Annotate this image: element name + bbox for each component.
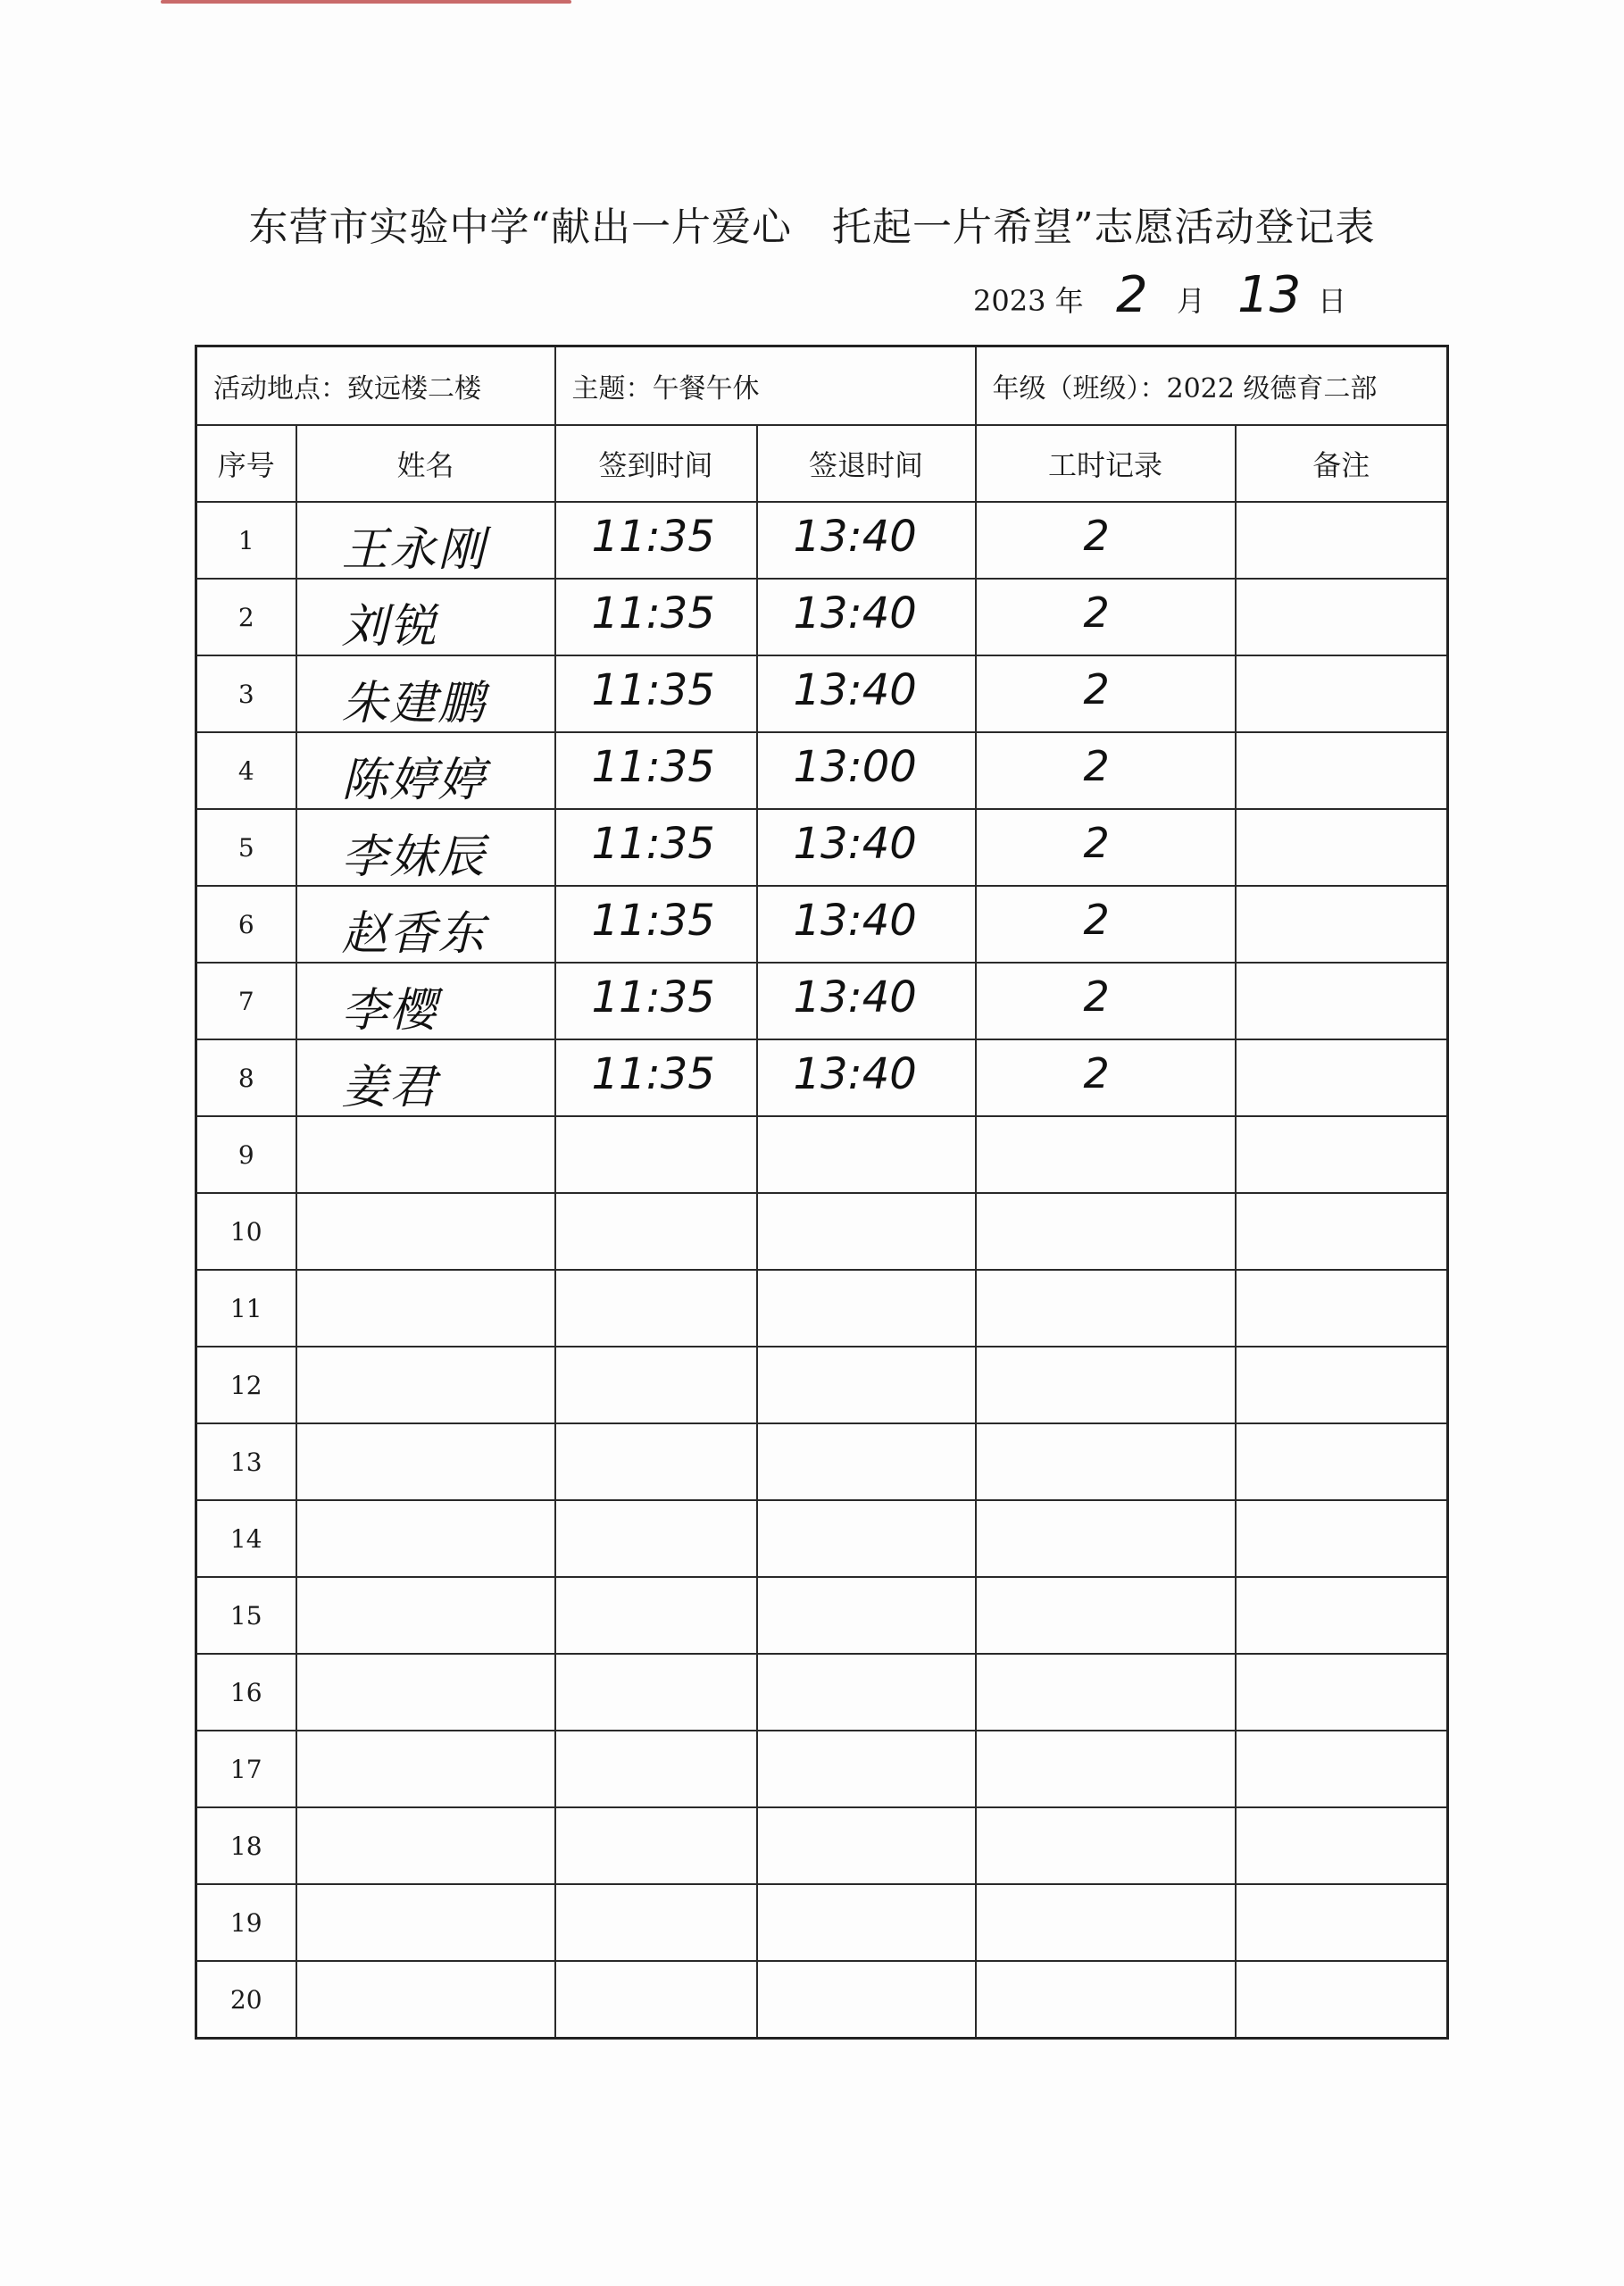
row-name-cell [296, 1654, 555, 1731]
row-hours-cell [976, 1807, 1236, 1884]
table-row [196, 579, 1448, 655]
table-row [196, 655, 1448, 732]
row-sign-out-cell [757, 1193, 976, 1270]
row-sign-out-cell [757, 655, 976, 732]
row-name-cell [296, 886, 555, 963]
table-row [196, 1270, 1448, 1347]
row-sign-out: 13:40 [793, 512, 917, 562]
row-name-cell [296, 502, 555, 579]
row-seq-cell: 5 [196, 809, 296, 886]
row-seq-cell: 18 [196, 1807, 296, 1884]
row-name-cell [296, 1577, 555, 1654]
row-name-cell [296, 1807, 555, 1884]
row-hours-cell [976, 809, 1236, 886]
header-sign-in: 签到时间 [555, 425, 757, 502]
row-hours: 2 [1083, 819, 1110, 867]
row-sign-out-cell [757, 1577, 976, 1654]
row-name: 王永刚 [341, 523, 487, 577]
row-sign-in-cell [555, 1116, 757, 1193]
row-remarks-cell [1236, 1423, 1448, 1500]
row-name-cell [296, 1423, 555, 1500]
row-seq-cell: 1 [196, 502, 296, 579]
row-sign-in: 11:35 [591, 665, 715, 715]
row-remarks-cell [1236, 1731, 1448, 1807]
row-sign-in-cell [555, 579, 757, 655]
row-name: 陈婷婷 [341, 754, 487, 807]
row-sign-in-cell [555, 1654, 757, 1731]
activity-location: 活动地点：致远楼二楼 [196, 346, 555, 426]
row-sign-in: 11:35 [591, 896, 715, 946]
row-name: 李妹辰 [341, 830, 487, 884]
row-sign-in-cell [555, 1193, 757, 1270]
row-hours-cell [976, 963, 1236, 1039]
row-hours-cell [976, 886, 1236, 963]
row-seq-cell: 15 [196, 1577, 296, 1654]
row-seq-cell: 13 [196, 1423, 296, 1500]
date-month-handwritten: 2 [1116, 266, 1148, 324]
row-remarks-cell [1236, 655, 1448, 732]
row-sign-in-cell [555, 1423, 757, 1500]
row-sign-in-cell [555, 502, 757, 579]
row-sign-in: 11:35 [591, 1049, 715, 1099]
row-sign-out-cell [757, 886, 976, 963]
table-row [196, 1577, 1448, 1654]
table-row [196, 1731, 1448, 1807]
table-row [196, 1654, 1448, 1731]
header-hours: 工时记录 [976, 425, 1236, 502]
row-name: 朱建鹏 [341, 677, 487, 730]
header-remarks: 备注 [1236, 425, 1448, 502]
row-sign-out: 13:40 [793, 1049, 917, 1099]
row-sign-out-cell [757, 579, 976, 655]
row-remarks-cell [1236, 809, 1448, 886]
row-remarks-cell [1236, 732, 1448, 809]
row-sign-out-cell [757, 1116, 976, 1193]
row-hours-cell [976, 1039, 1236, 1116]
row-hours: 2 [1083, 588, 1110, 637]
row-hours: 2 [1083, 1049, 1110, 1097]
row-hours-cell [976, 1577, 1236, 1654]
form-title: 东营市实验中学“献出一片爱心 托起一片希望”志愿活动登记表 [248, 204, 1376, 250]
row-sign-out: 13:40 [793, 896, 917, 946]
activity-theme: 主题：午餐午休 [555, 346, 976, 426]
row-hours: 2 [1083, 896, 1110, 944]
row-remarks-cell [1236, 1270, 1448, 1347]
row-sign-in: 11:35 [591, 588, 715, 638]
row-sign-out-cell [757, 1270, 976, 1347]
row-sign-out-cell [757, 963, 976, 1039]
row-remarks-cell [1236, 1807, 1448, 1884]
row-remarks-cell [1236, 1884, 1448, 1961]
table-row [196, 963, 1448, 1039]
row-remarks-cell [1236, 1961, 1448, 2039]
row-sign-in-cell [555, 1731, 757, 1807]
date-line [973, 266, 1347, 332]
row-name-cell [296, 579, 555, 655]
row-hours: 2 [1083, 512, 1110, 560]
row-hours: 2 [1083, 665, 1110, 713]
row-sign-out: 13:40 [793, 665, 917, 715]
row-name-cell [296, 1116, 555, 1193]
row-remarks-cell [1236, 1500, 1448, 1577]
row-sign-in-cell [555, 1961, 757, 2039]
activity-grade: 年级（班级）：2022 级德育二部 [976, 346, 1448, 426]
table-row [196, 1807, 1448, 1884]
header-name: 姓名 [296, 425, 555, 502]
row-seq-cell: 2 [196, 579, 296, 655]
row-hours-cell [976, 1270, 1236, 1347]
row-hours: 2 [1083, 972, 1110, 1021]
row-name-cell [296, 963, 555, 1039]
row-remarks-cell [1236, 1116, 1448, 1193]
header-sign-out: 签退时间 [757, 425, 976, 502]
row-name-cell [296, 809, 555, 886]
date-day-handwritten: 13 [1237, 266, 1302, 324]
row-hours-cell [976, 1884, 1236, 1961]
row-seq-cell: 4 [196, 732, 296, 809]
row-sign-out-cell [757, 732, 976, 809]
row-remarks-cell [1236, 1039, 1448, 1116]
row-remarks-cell [1236, 1193, 1448, 1270]
row-name-cell [296, 655, 555, 732]
table-row [196, 1500, 1448, 1577]
table-row [196, 502, 1448, 579]
row-seq-cell: 20 [196, 1961, 296, 2039]
header-seq: 序号 [196, 425, 296, 502]
row-name: 姜君 [341, 1061, 438, 1114]
row-sign-in-cell [555, 1347, 757, 1423]
row-sign-out-cell [757, 1961, 976, 2039]
row-seq-cell: 11 [196, 1270, 296, 1347]
row-sign-in-cell [555, 1039, 757, 1116]
table-row [196, 1961, 1448, 2039]
row-sign-in: 11:35 [591, 742, 715, 792]
row-sign-in-cell [555, 963, 757, 1039]
row-sign-out: 13:40 [793, 972, 917, 1022]
row-sign-out-cell [757, 1807, 976, 1884]
row-name-cell [296, 1500, 555, 1577]
row-sign-in-cell [555, 1500, 757, 1577]
row-seq-cell: 14 [196, 1500, 296, 1577]
row-hours-cell [976, 655, 1236, 732]
row-seq-cell: 8 [196, 1039, 296, 1116]
row-sign-in-cell [555, 1577, 757, 1654]
row-sign-in: 11:35 [591, 819, 715, 869]
row-name: 刘锐 [341, 600, 438, 654]
row-sign-out-cell [757, 502, 976, 579]
row-hours-cell [976, 579, 1236, 655]
row-remarks-cell [1236, 1577, 1448, 1654]
row-sign-out: 13:00 [793, 742, 917, 792]
table-row [196, 732, 1448, 809]
table-row [196, 1884, 1448, 1961]
row-sign-in-cell [555, 655, 757, 732]
row-remarks-cell [1236, 963, 1448, 1039]
date-year: 2023 年 [973, 284, 1084, 318]
table-row [196, 1347, 1448, 1423]
row-hours-cell [976, 1347, 1236, 1423]
row-seq-cell: 3 [196, 655, 296, 732]
row-seq-cell: 12 [196, 1347, 296, 1423]
row-sign-out-cell [757, 1500, 976, 1577]
row-name-cell [296, 1731, 555, 1807]
row-name-cell [296, 1193, 555, 1270]
row-remarks-cell [1236, 1347, 1448, 1423]
row-hours-cell [976, 1961, 1236, 2039]
row-sign-in: 11:35 [591, 972, 715, 1022]
row-sign-in: 11:35 [591, 512, 715, 562]
registration-table [195, 345, 1449, 2040]
header-row [196, 425, 1448, 502]
row-seq-cell: 9 [196, 1116, 296, 1193]
row-hours-cell [976, 1193, 1236, 1270]
row-hours-cell [976, 1116, 1236, 1193]
row-sign-in-cell [555, 1884, 757, 1961]
table-row [196, 809, 1448, 886]
row-name-cell [296, 732, 555, 809]
row-sign-in-cell [555, 886, 757, 963]
row-name-cell [296, 1270, 555, 1347]
row-name-cell [296, 1347, 555, 1423]
row-sign-in-cell [555, 1807, 757, 1884]
date-day-label: 日 [1318, 284, 1347, 318]
row-seq-cell: 7 [196, 963, 296, 1039]
table-row [196, 1116, 1448, 1193]
row-name-cell [296, 1961, 555, 2039]
row-remarks-cell [1236, 502, 1448, 579]
row-seq-cell: 6 [196, 886, 296, 963]
row-sign-out-cell [757, 1039, 976, 1116]
row-sign-out-cell [757, 1423, 976, 1500]
table-row [196, 1039, 1448, 1116]
table-row [196, 1423, 1448, 1500]
table-row [196, 886, 1448, 963]
row-sign-out: 13:40 [793, 819, 917, 869]
row-hours-cell [976, 502, 1236, 579]
row-hours-cell [976, 1500, 1236, 1577]
row-sign-out: 13:40 [793, 588, 917, 638]
row-seq-cell: 16 [196, 1654, 296, 1731]
row-seq-cell: 10 [196, 1193, 296, 1270]
row-remarks-cell [1236, 1654, 1448, 1731]
row-sign-out-cell [757, 1731, 976, 1807]
row-remarks-cell [1236, 579, 1448, 655]
row-remarks-cell [1236, 886, 1448, 963]
table-row [196, 1193, 1448, 1270]
scan-edge-mark [161, 0, 571, 4]
row-hours: 2 [1083, 742, 1110, 790]
row-hours-cell [976, 1423, 1236, 1500]
row-sign-out-cell [757, 1884, 976, 1961]
row-hours-cell [976, 1731, 1236, 1807]
date-month-label: 月 [1177, 284, 1206, 318]
row-sign-out-cell [757, 1347, 976, 1423]
row-hours-cell [976, 1654, 1236, 1731]
row-sign-in-cell [555, 809, 757, 886]
row-sign-in-cell [555, 732, 757, 809]
row-sign-out-cell [757, 1654, 976, 1731]
row-name-cell [296, 1039, 555, 1116]
row-name: 赵香东 [341, 907, 487, 961]
row-name-cell [296, 1884, 555, 1961]
info-row [196, 346, 1448, 426]
row-name: 李樱 [341, 984, 438, 1038]
row-sign-in-cell [555, 1270, 757, 1347]
row-seq-cell: 17 [196, 1731, 296, 1807]
row-hours-cell [976, 732, 1236, 809]
row-sign-out-cell [757, 809, 976, 886]
row-seq-cell: 19 [196, 1884, 296, 1961]
